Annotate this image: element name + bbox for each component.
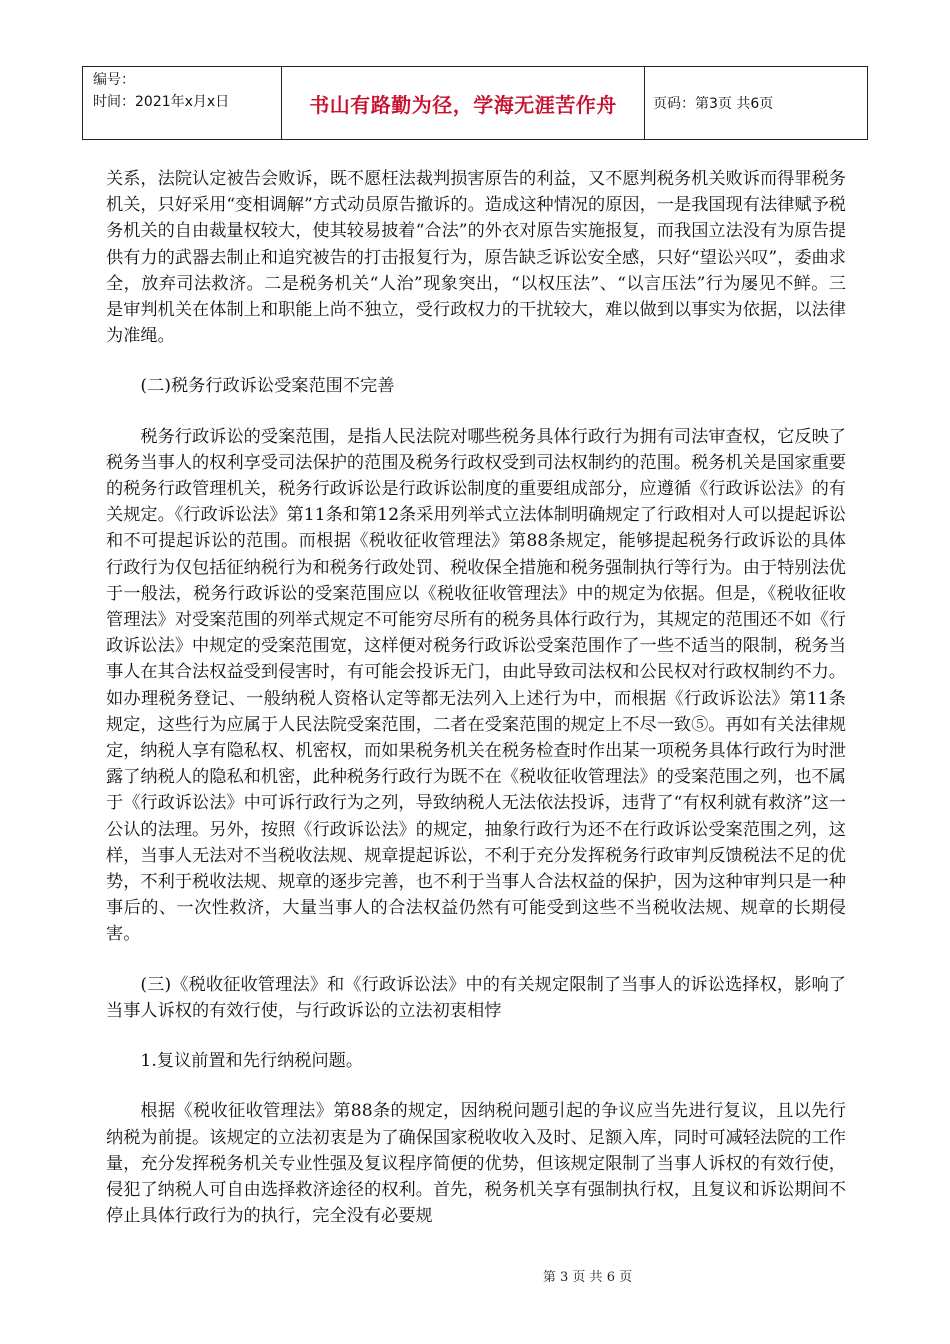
- header-page-label: 页码：第3页 共6页: [645, 67, 868, 140]
- document-body: [106, 166, 846, 1229]
- section-heading: (二)税务行政诉讼受案范围不完善: [140, 376, 395, 397]
- header-motto: 书山有路勤为径，学海无涯苦作舟: [309, 92, 617, 117]
- subsection-heading: 1.复议前置和先行纳税问题。: [140, 1051, 364, 1072]
- section-heading: (三)《税收征收管理法》和《行政诉讼法》中的有关规定限制了当事人的诉讼选择权，影响了当事人诉权的有效行使，与行政诉讼的立法初衷相悖: [106, 974, 846, 1021]
- body-paragraph: 关系，法院认定被告会败诉，既不愿枉法裁判损害原告的利益，又不愿判税务机关败诉而得罪税务机关，只好采用“变相调解”方式动员原告撤诉的。造成这种情况的原因，一是我国现有法律赋予税务机关的自由裁量权较大，使其较易披着“合法”的外衣对原告实施报复，而我国立法没有为原告提供有力的武器去制止和追究被告的打击报复行为，原告缺乏诉讼安全感，只好“望讼兴叹”，委曲求全，放弃司法救济。二是税务机关“人治”现象突出，“以权压法”、“以言压法”行为屡见不鲜。三是审判机关在体制上和职能上尚不独立，受行政权力的干扰较大，难以做到以事实为依据，以法律为准绳。: [106, 169, 846, 347]
- document-header: [82, 66, 868, 140]
- header-info-cell: [83, 67, 282, 140]
- header-motto-cell: [282, 67, 645, 140]
- footer-page-number: 第 3 页 共 6 页: [542, 1270, 633, 1285]
- body-paragraph: 根据《税收征收管理法》第88条的规定，因纳税问题引起的争议应当先进行复议，且以先行纳税为前提。该规定的立法初衷是为了确保国家税收收入及时、足额入库，同时可减轻法院的工作量，充分发挥税务机关专业性强及复议程序简便的优势，但该规定限制了当事人诉权的有效行使，侵犯了纳税人可自由选择救济途径的权利。首先，税务机关享有强制执行权，且复议和诉讼期间不停止具体行政行为的执行，完全没有必要规: [106, 1101, 846, 1227]
- document-date-label: 时间：2021年x月x日: [93, 94, 230, 110]
- document-number-label: 编号：: [93, 72, 135, 88]
- body-paragraph: 税务行政诉讼的受案范围，是指人民法院对哪些税务具体行政行为拥有司法审查权，它反映了税务当事人的权利享受司法保护的范围及税务行政权受到司法权制约的范围。税务机关是国家重要的税务行政管理机关，税务行政诉讼是行政诉讼制度的重要组成部分，应遵循《行政诉讼法》的有关规定。《行政诉讼法》第11条和第12条采用列举式立法体制明确规定了行政相对人可以提起诉讼和不可提起诉讼的范围。而根据《税收征收管理法》第88条规定，能够提起税务行政诉讼的具体行政行为仅包括征纳税行为和税务行政处罚、税收保全措施和税务强制执行等行为。由于特别法优于一般法，税务行政诉讼的受案范围应以《税收征收管理法》中的规定为依据。但是，《税收征收管理法》对受案范围的列举式规定不可能穷尽所有的税务具体行政行为，其规定的范围还不如《行政诉讼法》中规定的受案范围宽，这样便对税务行政诉讼受案范围作了一些不适当的限制，税务当事人在其合法权益受到侵害时，有可能会投诉无门，由此导致司法权和公民权对行政权制约不力。如办理税务登记、一般纳税人资格认定等都无法列入上述行为中，而根据《行政诉讼法》第11条规定，这些行为应属于人民法院受案范围，二者在受案范围的规定上不尽一致⑤。再如有关法律规定，纳税人享有隐私权、机密权，而如果税务机关在税务检查时作出某一项税务具体行政行为时泄露了纳税人的隐私和机密，此种税务行政行为既不在《税收征收管理法》的受案范围之列，也不属于《行政诉讼法》中可诉行政行为之列，导致纳税人无法依法投诉，违背了“有权利就有救济”这一公认的法理。另外，按照《行政诉讼法》的规定，抽象行政行为还不在行政诉讼受案范围之列，这样，当事人无法对不当税收法规、规章提起诉讼，不利于充分发挥税务行政审判反馈税法不足的优势，不利于税收法规、规章的逐步完善，也不利于当事人合法权益的保护，因为这种审判只是一种事后的、一次性救济，大量当事人的合法权益仍然有可能受到这些不当税收法规、规章的长期侵害。: [106, 426, 846, 945]
- page-footer: [0, 1266, 950, 1285]
